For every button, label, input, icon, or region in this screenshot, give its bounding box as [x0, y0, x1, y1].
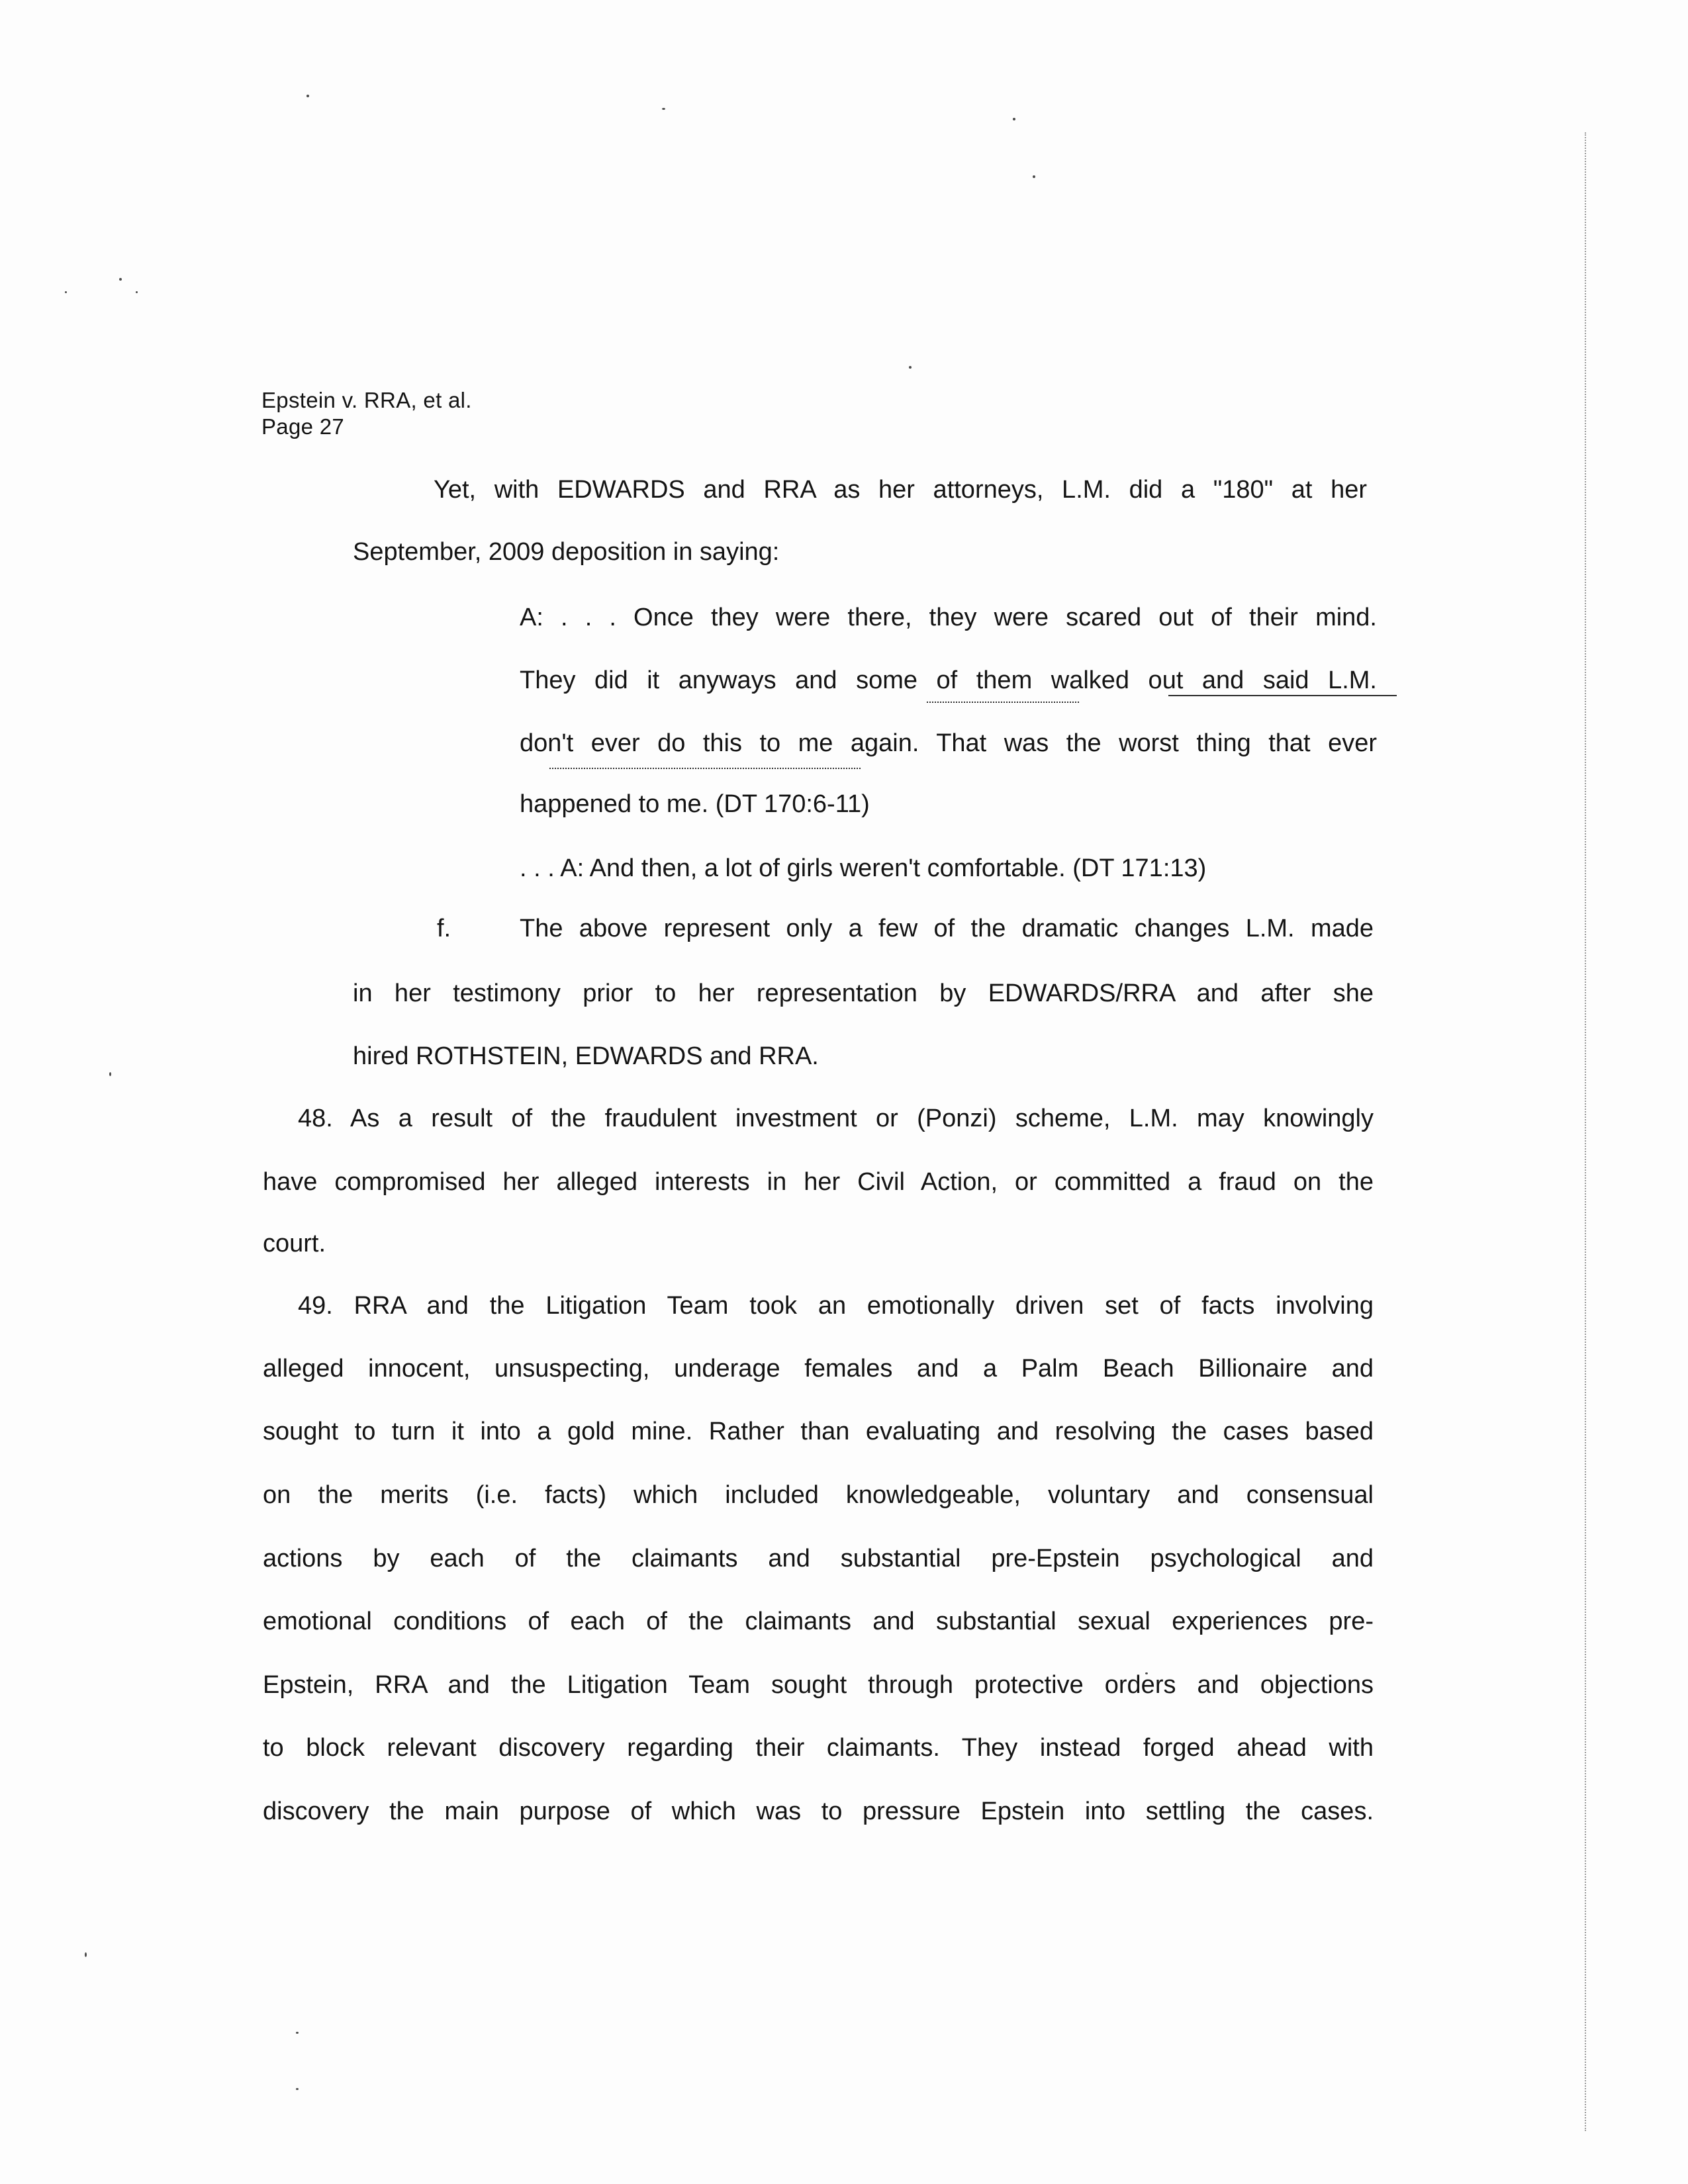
intro-line: Yet, with EDWARDS and RRA as her attorneys, L.M. did a "180" at her	[434, 476, 1367, 504]
item-f-line: in her testimony prior to her representation by EDWARDS/RRA and after she	[353, 979, 1374, 1007]
page-number: Page 27	[261, 414, 345, 439]
paragraph-49-line: 49. RRA and the Litigation Team took an emotionally driven set of facts involving	[298, 1292, 1374, 1320]
paragraph-49-line: alleged innocent, unsuspecting, underage females and a Palm Beach Billionaire and	[263, 1355, 1374, 1383]
page-header	[261, 387, 472, 440]
scan-speck	[136, 291, 138, 293]
pen-underline-mark	[927, 702, 1079, 703]
quote-line: happened to me. (DT 170:6-11)	[520, 790, 870, 818]
scan-speck	[85, 1952, 87, 1957]
scan-speck	[1033, 175, 1035, 178]
scan-speck	[909, 366, 912, 369]
item-f-line: The above represent only a few of the dramatic changes L.M. made	[520, 915, 1374, 942]
paragraph-49-line: to block relevant discovery regarding their claimants. They instead forged ahead with	[263, 1734, 1374, 1762]
paragraph-49-line: Epstein, RRA and the Litigation Team sought through protective orders and objections	[263, 1671, 1374, 1699]
scan-edge-artifact	[1585, 132, 1586, 2131]
paragraph-49-line: emotional conditions of each of the claimants and substantial sexual experiences pre-	[263, 1608, 1374, 1635]
scan-speck	[662, 108, 665, 110]
scan-speck	[119, 278, 122, 281]
item-f-marker: f.	[437, 915, 451, 942]
scan-speck	[1013, 118, 1015, 120]
intro-line: September, 2009 deposition in saying:	[353, 538, 780, 566]
scan-speck	[65, 291, 67, 293]
quote-line: don't ever do this to me again. That was the worst thing that ever	[520, 729, 1377, 757]
paragraph-49-line: discovery the main purpose of which was to pressure Epstein into settling the cases.	[263, 1797, 1374, 1825]
scan-speck	[109, 1072, 111, 1076]
paragraph-49-line: on the merits (i.e. facts) which included knowledgeable, voluntary and consensual	[263, 1481, 1374, 1509]
item-f-line: hired ROTHSTEIN, EDWARDS and RRA.	[353, 1042, 819, 1070]
scan-speck	[296, 2088, 299, 2090]
paragraph-49-line: actions by each of the claimants and substantial pre-Epstein psychological and	[263, 1545, 1374, 1572]
pen-underline-mark	[549, 768, 861, 769]
paragraph-48-line: court.	[263, 1230, 326, 1257]
scan-speck	[306, 95, 309, 97]
quote-line: A: . . . Once they were there, they were scared out of their mind.	[520, 604, 1377, 631]
quote-line: . . . A: And then, a lot of girls weren't comfortable. (DT 171:13)	[520, 854, 1207, 882]
scan-speck	[296, 2032, 299, 2034]
paragraph-49-line: sought to turn it into a gold mine. Rather than evaluating and resolving the cases based	[263, 1418, 1374, 1445]
paragraph-48-line: 48. As a result of the fraudulent investment or (Ponzi) scheme, L.M. may knowingly	[298, 1105, 1374, 1132]
quote-line: They did it anyways and some of them walked out and said L.M.	[520, 666, 1377, 694]
case-caption: Epstein v. RRA, et al.	[261, 388, 472, 412]
paragraph-48-line: have compromised her alleged interests in her Civil Action, or committed a fraud on the	[263, 1168, 1374, 1196]
